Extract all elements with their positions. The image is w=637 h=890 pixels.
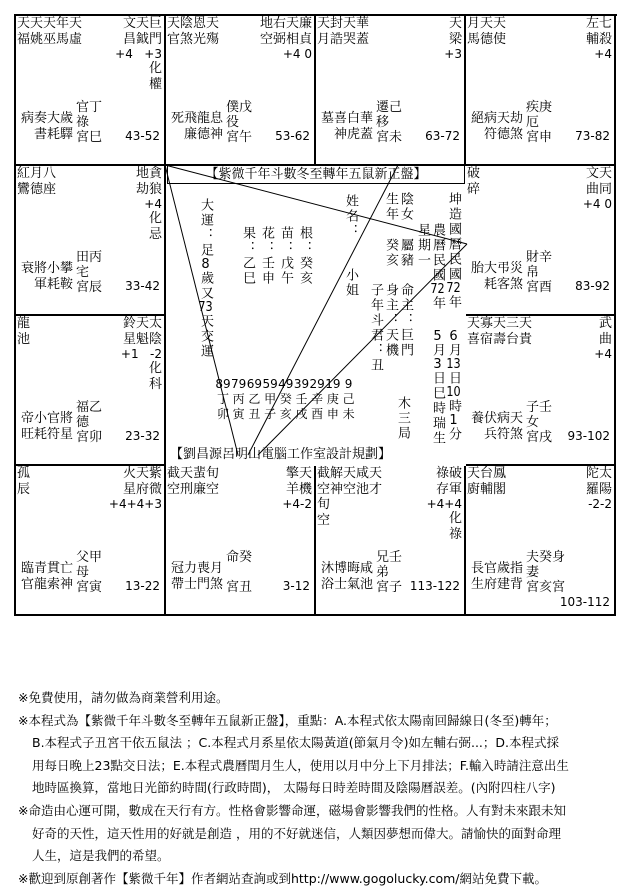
- chart-title: 【紫微千年斗數冬至轉年五鼠新正盤】: [167, 165, 465, 184]
- minor-stars-row: 紅月八: [17, 166, 57, 181]
- minor-stars-row: 馬德使: [467, 32, 507, 47]
- dayun-branch: 寅: [232, 407, 245, 421]
- palace-name-line: 宮卯: [76, 430, 103, 445]
- dayun-age: 49: [278, 377, 294, 391]
- year-ganzhi: 癸亥: [383, 238, 398, 268]
- dayun-column: [246, 377, 262, 422]
- footer-line: 人生，這是我們的希望。: [32, 848, 170, 864]
- palace-name-line: 役: [226, 115, 240, 130]
- yin-female: 陰女: [398, 192, 413, 222]
- deities-row: 符德煞: [483, 127, 523, 142]
- dayun-column: [294, 377, 310, 422]
- dayun-age: 39: [293, 377, 310, 391]
- dayun-age: 69: [246, 377, 263, 391]
- palace-name-line: 宮未: [376, 130, 403, 145]
- star-brightness: +4-2: [282, 497, 312, 511]
- star-brightness: +4: [144, 197, 162, 211]
- minor-stars-row: 碎: [467, 182, 481, 197]
- minor-stars-row: 天寡天三天: [467, 316, 533, 331]
- dayun-column: [231, 377, 247, 422]
- weekday: 星期一: [415, 223, 430, 268]
- minor-stars-row: 月天天: [467, 16, 507, 31]
- dayun-age: 9: [344, 377, 353, 391]
- palace-name-line: 宮丑: [226, 580, 253, 595]
- dayun-age: 29: [309, 377, 325, 391]
- major-stars-row: 左七: [585, 16, 612, 31]
- footer-line: ※本程式為【紫微千年斗數冬至轉年五鼠新正盤】，重點：A.本程式依太陽南回歸線日(冬至)轉年；: [18, 712, 557, 728]
- doujun: 子年斗君：丑: [368, 283, 383, 373]
- palace-name-line: 宮酉: [526, 280, 553, 295]
- palace-name-line: 妻: [526, 565, 540, 580]
- minor-stars-row: 廚輔閣: [467, 482, 507, 497]
- palace-name-line: 遷己: [376, 100, 403, 115]
- name-value: 小姐: [343, 268, 358, 298]
- footer-line: ※命造由心運可開，數成在天行有方。性格會影響命運，磁場會影響我們的性格。人有對未來跟未知: [18, 802, 566, 818]
- star-brightness: +4: [594, 47, 612, 61]
- major-stars-row: 昌鉞門: [122, 32, 162, 47]
- dayun-column: [215, 377, 231, 422]
- age-range: 3-12: [282, 579, 310, 593]
- deities-row: 養伏病天: [470, 411, 523, 426]
- age-range: 13-22: [125, 579, 160, 593]
- ming-zhu: 命主：巨門: [398, 283, 413, 358]
- palace-name-line: 祿: [76, 115, 90, 130]
- age-range: 103-112: [559, 595, 610, 609]
- minor-stars-row: 池: [17, 332, 31, 347]
- sprout-pillar: 苗：戊午: [278, 226, 293, 286]
- palace-name-line: 宮寅: [76, 580, 103, 595]
- dayun-branch: 未: [342, 407, 355, 421]
- minor-stars-row: 月誥哭蓋: [317, 32, 370, 47]
- minor-stars-row: 天天天年天: [17, 16, 83, 31]
- birth-year-label: 生年: [383, 192, 398, 222]
- deities-row: 冠力喪月: [170, 561, 223, 576]
- age-range: 33-42: [125, 279, 160, 293]
- deities-row: 旺耗符星: [20, 427, 73, 442]
- root-pillar: 根：癸亥: [297, 226, 312, 286]
- major-stars-row: 陀太: [585, 466, 612, 481]
- dayun-stem: 丙: [232, 392, 245, 406]
- age-range: 93-102: [567, 429, 610, 443]
- dayun-column: [262, 377, 278, 422]
- deities-row: 胎大弔災: [470, 261, 523, 276]
- minor-stars-row: 天台鳳: [467, 466, 507, 481]
- deities-row: 兵符煞: [483, 427, 523, 442]
- minor-stars-row: 截解天咸天: [317, 466, 383, 481]
- palace-name-line: 宅: [76, 265, 90, 280]
- star-brightness: +4 +3: [115, 47, 162, 61]
- deities-row: 墓喜白華: [320, 111, 373, 126]
- digit-group: 6: [449, 330, 458, 343]
- dayun-stem: 乙: [248, 392, 261, 406]
- shen-zhu: 身主：天機: [383, 283, 398, 358]
- footer-line: B.本程式子丑宮干依五鼠法 ；C.本程式月系星依太陽黃道(節氣月令)如左輔右弼...；D.本程式採: [32, 735, 559, 751]
- dayun-age: 59: [262, 377, 278, 391]
- age-range: 53-62: [275, 129, 310, 143]
- minor-stars-row: 空神空池才: [317, 482, 383, 497]
- major-stars-row: 存軍: [435, 482, 462, 497]
- major-stars-row: 劫狼: [135, 182, 162, 197]
- palace-name-line: 田丙: [76, 250, 103, 265]
- minor-stars-row: 鸞德座: [17, 182, 57, 197]
- palace-name-line: 宮午: [226, 130, 253, 145]
- sihua-transform: 化忌: [149, 211, 163, 242]
- major-stars-row: 星府微: [122, 482, 162, 497]
- dayun-stem: 癸: [279, 392, 292, 406]
- palace-name-line: 父甲: [76, 550, 103, 565]
- palace-name-line: 宮巳: [76, 130, 103, 145]
- palace-name-line: 財辛: [526, 250, 553, 265]
- footer-notes: [18, 687, 633, 890]
- major-stars-row: 曲同: [585, 182, 612, 197]
- digit-group: 8: [201, 258, 210, 271]
- minor-stars-row: 喜宿壽台貴: [467, 332, 533, 347]
- dayun-branch: 丑: [248, 407, 261, 421]
- minor-stars-row: 空刑廉空: [167, 482, 220, 497]
- deities-row: 帶士門煞: [170, 577, 223, 592]
- sihua-transform: 化權: [149, 61, 163, 92]
- star-brightness: -2-2: [588, 497, 612, 511]
- dayun-column: [309, 377, 325, 422]
- dayun-stem: 丁: [216, 392, 229, 406]
- palace-name-line: 母: [76, 565, 90, 580]
- sihua-transform: 化科: [149, 361, 163, 392]
- extra-star: 旬空: [317, 497, 331, 528]
- sihua-transform: 化祿: [449, 511, 463, 542]
- palace-name-line: 帛: [526, 265, 540, 280]
- major-stars-row: 地貪: [135, 166, 162, 181]
- age-range: 73-82: [575, 129, 610, 143]
- star-brightness: +4+4+3: [108, 497, 162, 511]
- fruit-pillar: 果：乙巳: [240, 226, 255, 286]
- dayun-branch: 卯: [216, 407, 229, 421]
- deities-row: 沐博晦咸: [320, 561, 373, 576]
- minor-stars-row: 孤: [17, 466, 31, 481]
- palace-name-line: 兄壬: [376, 550, 403, 565]
- footer-line: ※免費使用，請勿做為商業營利用途。: [18, 690, 229, 705]
- dayun-age: 79: [231, 377, 247, 391]
- palace-name-line: 移: [376, 115, 390, 130]
- designer-credit: 【劉昌源呂明山電腦工作室設計規劃】: [170, 447, 392, 462]
- dayun-stem: 己: [342, 392, 355, 406]
- digit-group: 13: [446, 358, 461, 371]
- major-stars-row: 祿破: [435, 466, 462, 481]
- footer-line: 用每日晚上23點交日法；E.本程式農曆閏月生人，使用以月中分上下月排法；F.輸入時請注意出生: [32, 757, 569, 773]
- name-label: 姓名：: [343, 194, 358, 239]
- lunar-year: 農曆民國72年: [430, 223, 445, 311]
- minor-stars-row: 截天蜚旬: [167, 466, 220, 481]
- deities-row: 長官歲指: [470, 561, 523, 576]
- major-stars-row: 擎天: [285, 466, 312, 481]
- footer-line: 好奇的天性，這天性用的好就是創造 ，用的不好就迷信，人類因夢想而偉大。請愉快的面對命理: [32, 825, 561, 841]
- palace-name-line: 宮亥宮: [526, 580, 566, 595]
- palace-name-line: 子壬: [526, 400, 553, 415]
- minor-stars-row: 天封天華: [317, 16, 370, 31]
- dayun-age: 89: [215, 377, 231, 391]
- age-range: 83-92: [575, 279, 610, 293]
- digit-group: 1: [449, 414, 458, 427]
- flower-pillar: 花：壬申: [259, 226, 274, 286]
- solar-year: 坤造國曆民國72年: [446, 192, 461, 310]
- major-stars-row: 文天巨: [122, 16, 162, 31]
- dayun-column: [278, 377, 294, 422]
- major-stars-row: 空弼相貞: [259, 32, 312, 47]
- deities-row: 軍耗鞍: [33, 277, 73, 292]
- dayun-stem: 辛: [311, 392, 324, 406]
- digit-group: 73: [198, 301, 213, 314]
- minor-stars-row: 官煞光殤: [167, 32, 220, 47]
- major-stars-row: 曲: [598, 332, 612, 347]
- major-stars-row: 星魁陰: [122, 332, 162, 347]
- dayun-branch: 酉: [311, 407, 324, 421]
- zodiac: 屬豬: [398, 238, 413, 268]
- major-stars-row: 梁: [448, 32, 462, 47]
- minor-stars-row: 破: [467, 166, 481, 181]
- palace-name-line: 厄: [526, 115, 540, 130]
- deities-row: 死飛龍息: [170, 111, 223, 126]
- lunar-date: 5月3日巳時瑞生: [430, 330, 445, 446]
- digit-group: 3: [433, 358, 442, 371]
- digit-group: 5: [433, 330, 442, 343]
- age-range: 23-32: [125, 429, 160, 443]
- dayun-stem: 壬: [295, 392, 308, 406]
- deities-row: 書耗驛: [33, 127, 73, 142]
- dayun-start: 大運：足8歲又73天交運: [198, 198, 213, 359]
- minor-stars-row: 辰: [17, 482, 31, 497]
- star-brightness: +4 0: [582, 197, 612, 211]
- dayun-column: [341, 377, 357, 422]
- major-stars-row: 輔殺: [585, 32, 612, 47]
- dayun-branch: 亥: [279, 407, 292, 421]
- star-brightness: +4+4: [426, 497, 462, 511]
- minor-stars-row: 龍: [17, 316, 31, 331]
- deities-row: 病奏大歲: [20, 111, 73, 126]
- major-stars-row: 文天: [585, 166, 612, 181]
- star-brightness: +4: [594, 347, 612, 361]
- palace-name-line: 疾庚: [526, 100, 553, 115]
- major-stars-row: 地右天廉: [259, 16, 312, 31]
- palace-name-line: 僕戊: [226, 100, 253, 115]
- deities-row: 絕病天劫: [470, 111, 523, 126]
- deities-row: 浴士氣池: [320, 577, 373, 592]
- dayun-stem: 庚: [326, 392, 339, 406]
- footer-line: ※歡迎到原創著作【紫微千年】作者網站查詢或到http://www.gogolucky.com/網站免費下載。: [18, 870, 547, 886]
- age-range: 113-122: [409, 579, 460, 593]
- palace-name-line: 德: [76, 415, 90, 430]
- palace-name-line: 弟: [376, 565, 390, 580]
- dayun-column: [325, 377, 341, 422]
- major-stars-row: 羊機: [285, 482, 312, 497]
- dayun-branch: 子: [264, 407, 277, 421]
- deities-row: 衰將小攀: [20, 261, 73, 276]
- wuxing-ju: 木三局: [395, 396, 410, 441]
- major-stars-row: 天: [448, 16, 462, 31]
- minor-stars-row: 福姚巫馬虛: [17, 32, 83, 47]
- digit-group: 72: [430, 283, 445, 296]
- deities-row: 廉德神: [183, 127, 223, 142]
- dayun-stem: 甲: [264, 392, 277, 406]
- star-brightness: +4 0: [282, 47, 312, 61]
- deities-row: 生府建背: [470, 577, 523, 592]
- dayun-branch: 申: [326, 407, 339, 421]
- major-stars-row: 武: [598, 316, 612, 331]
- digit-group: 10: [446, 386, 461, 399]
- deities-row: 耗客煞: [483, 277, 523, 292]
- digit-group: 72: [446, 282, 461, 295]
- major-stars-row: 羅陽: [585, 482, 612, 497]
- major-stars-row: 鈴天太: [122, 316, 162, 331]
- palace-name-line: 宮子: [376, 580, 403, 595]
- palace-name-line: 宮申: [526, 130, 553, 145]
- deities-row: 帝小官將: [20, 411, 73, 426]
- age-range: 63-72: [425, 129, 460, 143]
- major-stars-row: 火天紫: [122, 466, 162, 481]
- deities-row: 官龍索神: [20, 577, 73, 592]
- star-brightness: +3: [444, 47, 462, 61]
- palace-name-line: 宮辰: [76, 280, 103, 295]
- solar-date: 6月13日10時1分: [446, 330, 461, 442]
- deities-row: 神虎蓋: [333, 127, 373, 142]
- footer-line: 地時區換算，當地日光節約時間(行政時間)， 太陽每日時差時間及陰陽曆誤差。(內附四柱八字): [32, 780, 556, 796]
- palace-name-line: 命癸: [226, 550, 253, 565]
- dayun-branch: 戌: [295, 407, 308, 421]
- minor-stars-row: 天陰恩天: [167, 16, 220, 31]
- palace-name-line: 宮戌: [526, 430, 553, 445]
- star-brightness: +1 -2: [120, 347, 162, 361]
- dayun-age: 19: [325, 377, 341, 391]
- deities-row: 臨青貫亡: [20, 561, 73, 576]
- age-range: 43-52: [125, 129, 160, 143]
- palace-name-line: 夫癸身: [526, 550, 566, 565]
- palace-name-line: 女: [526, 415, 540, 430]
- palace-name-line: 福乙: [76, 400, 103, 415]
- palace-name-line: 官丁: [76, 100, 103, 115]
